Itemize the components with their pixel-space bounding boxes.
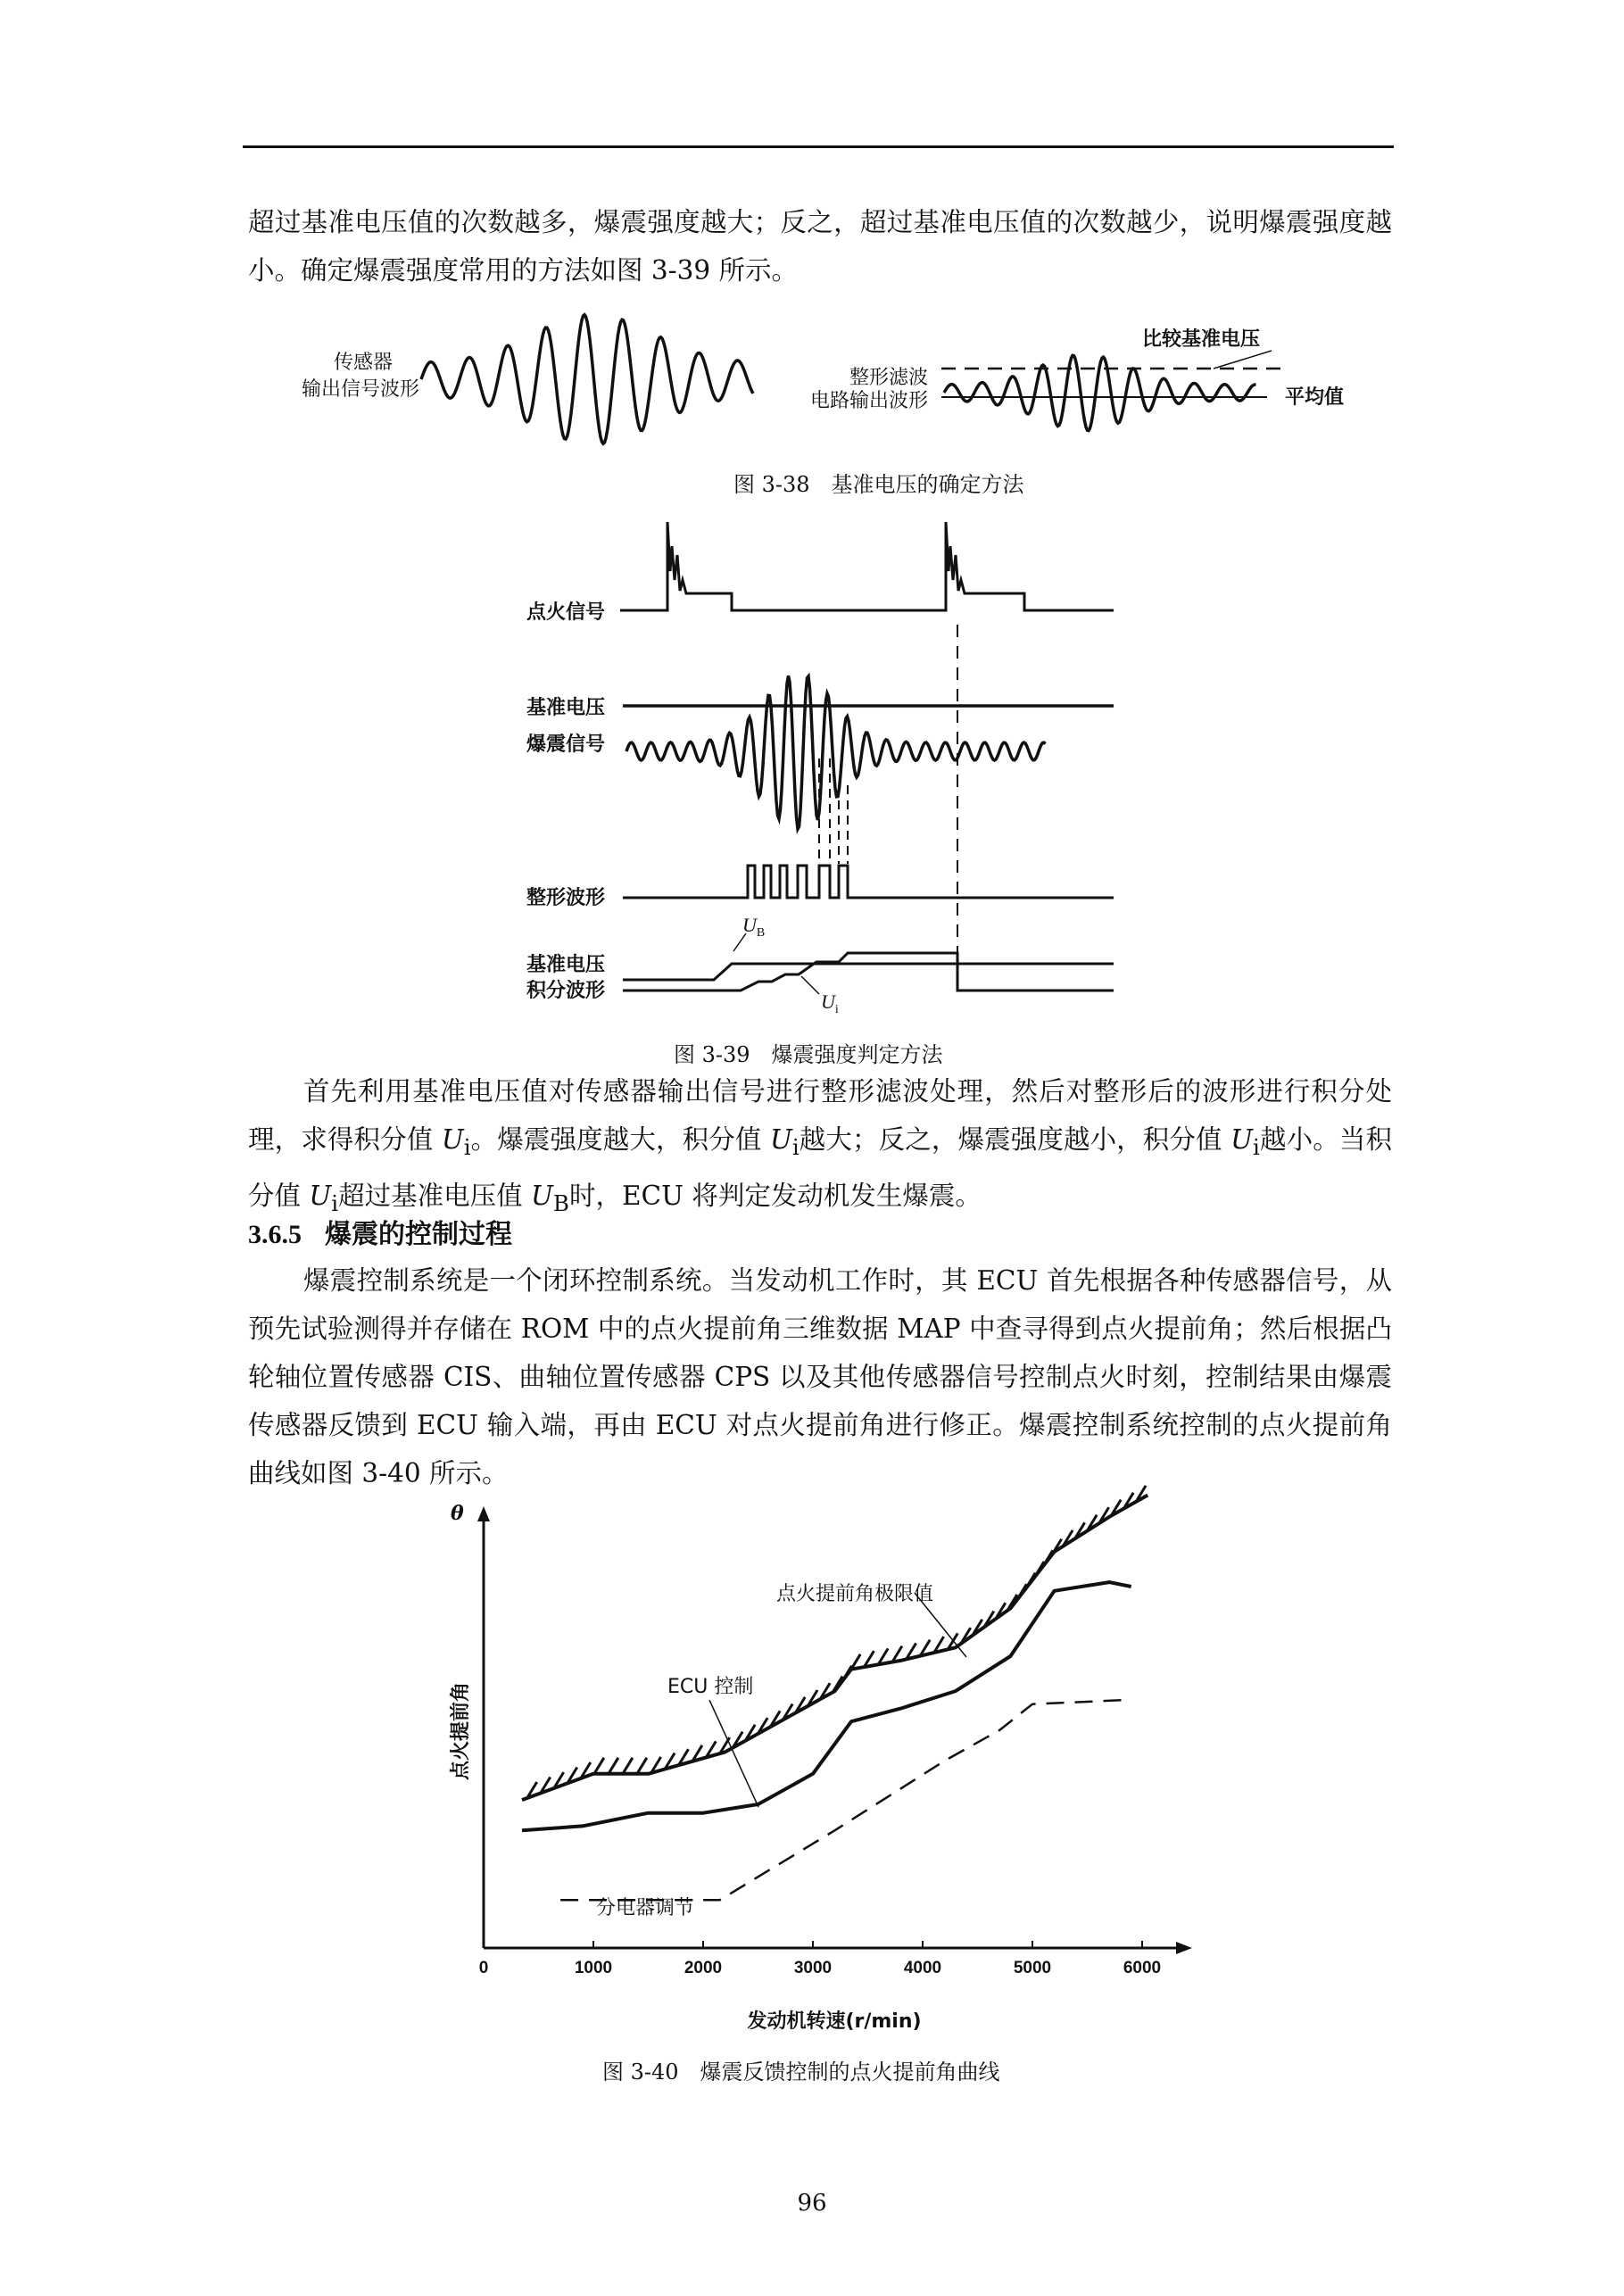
fig339-ub-symbol: $U_B$ bbox=[742, 914, 766, 940]
fig338-shaped-label-2: 电路输出波形 bbox=[809, 390, 928, 412]
fig338-caption: 图 3-38 基准电压的确定方法 bbox=[733, 472, 1024, 497]
x-tick-label: 4000 bbox=[903, 1959, 942, 1977]
fig339-caption: 图 3-39 爆震强度判定方法 bbox=[674, 1042, 943, 1067]
x-tick-label: 1000 bbox=[574, 1959, 613, 1977]
chart-x-label: 发动机转速(r/min) bbox=[747, 2010, 922, 2033]
chart-ecu-annotation: ECU 控制 bbox=[667, 1676, 754, 1698]
hatch-mark bbox=[623, 1758, 633, 1774]
chart-distributor-annotation: 分电器调节 bbox=[596, 1897, 695, 1919]
section-heading: 3.6.5 爆震的控制过程 bbox=[248, 1219, 512, 1250]
paragraph-3: 爆震控制系统是一个闭环控制系统。当发动机工作时，其 ECU 首先根据各种传感器信号，从预先试验测得并存储在 ROM 中的点火提前角三维数据 MAP 中查寻得到点火提前角；然后根据凸轮轴位置传感器 CIS、曲轴位置传感器 CPS 以及其他传感器信号控制点火时刻，控制结果由爆震传感器反馈到 ECU 输入端，再由 ECU 对点火提前角进行修正。爆震控制系统控制的点火提前角曲线如图 3-40 所示。 bbox=[248, 1265, 1392, 1488]
fig338-sensor-label-2: 输出信号波形 bbox=[301, 378, 419, 401]
x-tick-label: 0 bbox=[478, 1959, 489, 1977]
fig340-caption: 图 3-40 爆震反馈控制的点火提前角曲线 bbox=[602, 2060, 1000, 2085]
paragraph-1: 超过基准电压值的次数越多，爆震强度越大；反之，超过基准电压值的次数越少，说明爆震强度越小。确定爆震强度常用的方法如图 3-39 所示。 bbox=[248, 207, 1392, 286]
fig339-integral-label: 积分波形 bbox=[526, 980, 605, 1002]
fig338-average-label: 平均值 bbox=[1285, 386, 1345, 409]
x-tick-label: 6000 bbox=[1123, 1959, 1162, 1977]
chart-limit-annotation: 点火提前角极限值 bbox=[776, 1583, 934, 1605]
fig338-sensor-label-1: 传感器 bbox=[333, 352, 393, 374]
x-tick-label: 5000 bbox=[1013, 1959, 1052, 1977]
fig339-knock-label: 爆震信号 bbox=[526, 734, 605, 756]
fig338-compare-label: 比较基准电压 bbox=[1142, 328, 1261, 351]
fig339-shaped-label: 整形波形 bbox=[526, 887, 605, 909]
series-line-1 bbox=[522, 1582, 1131, 1830]
paragraph-2: 首先利用基准电压值对传感器输出信号进行整形滤波处理，然后对整形后的波形进行积分处理，求得积分值 $U_i$。爆震强度越大，积分值 $U_i$越大；反之，爆震强度越小，积分值 $U_i$越小。当积分值 $U_i$超过基准电压值 $U_B$时，ECU 将判定发动机发生爆震。 bbox=[248, 1076, 1392, 1216]
chart-y-symbol: θ bbox=[451, 1502, 464, 1525]
chart-x-axis-arrow bbox=[1176, 1942, 1192, 1954]
fig339-reference-label-2: 基准电压 bbox=[526, 954, 605, 976]
fig339-ignition-label: 点火信号 bbox=[526, 601, 605, 624]
chart-y-label: 点火提前角 bbox=[450, 1681, 472, 1781]
fig338-shaped-label-1: 整形滤波 bbox=[849, 367, 928, 389]
hatch-mark bbox=[637, 1758, 647, 1774]
page-number: 96 bbox=[797, 2190, 827, 2217]
hatch-mark bbox=[609, 1758, 618, 1774]
x-tick-label: 3000 bbox=[793, 1959, 833, 1977]
fig339-ui-symbol: $U_i$ bbox=[821, 991, 839, 1016]
chart-y-axis-arrow bbox=[477, 1506, 490, 1521]
series-line-0 bbox=[522, 1496, 1148, 1801]
fig339-reference-label: 基准电压 bbox=[526, 697, 605, 719]
x-tick-label: 2000 bbox=[684, 1959, 723, 1977]
hatch-mark bbox=[594, 1758, 604, 1774]
